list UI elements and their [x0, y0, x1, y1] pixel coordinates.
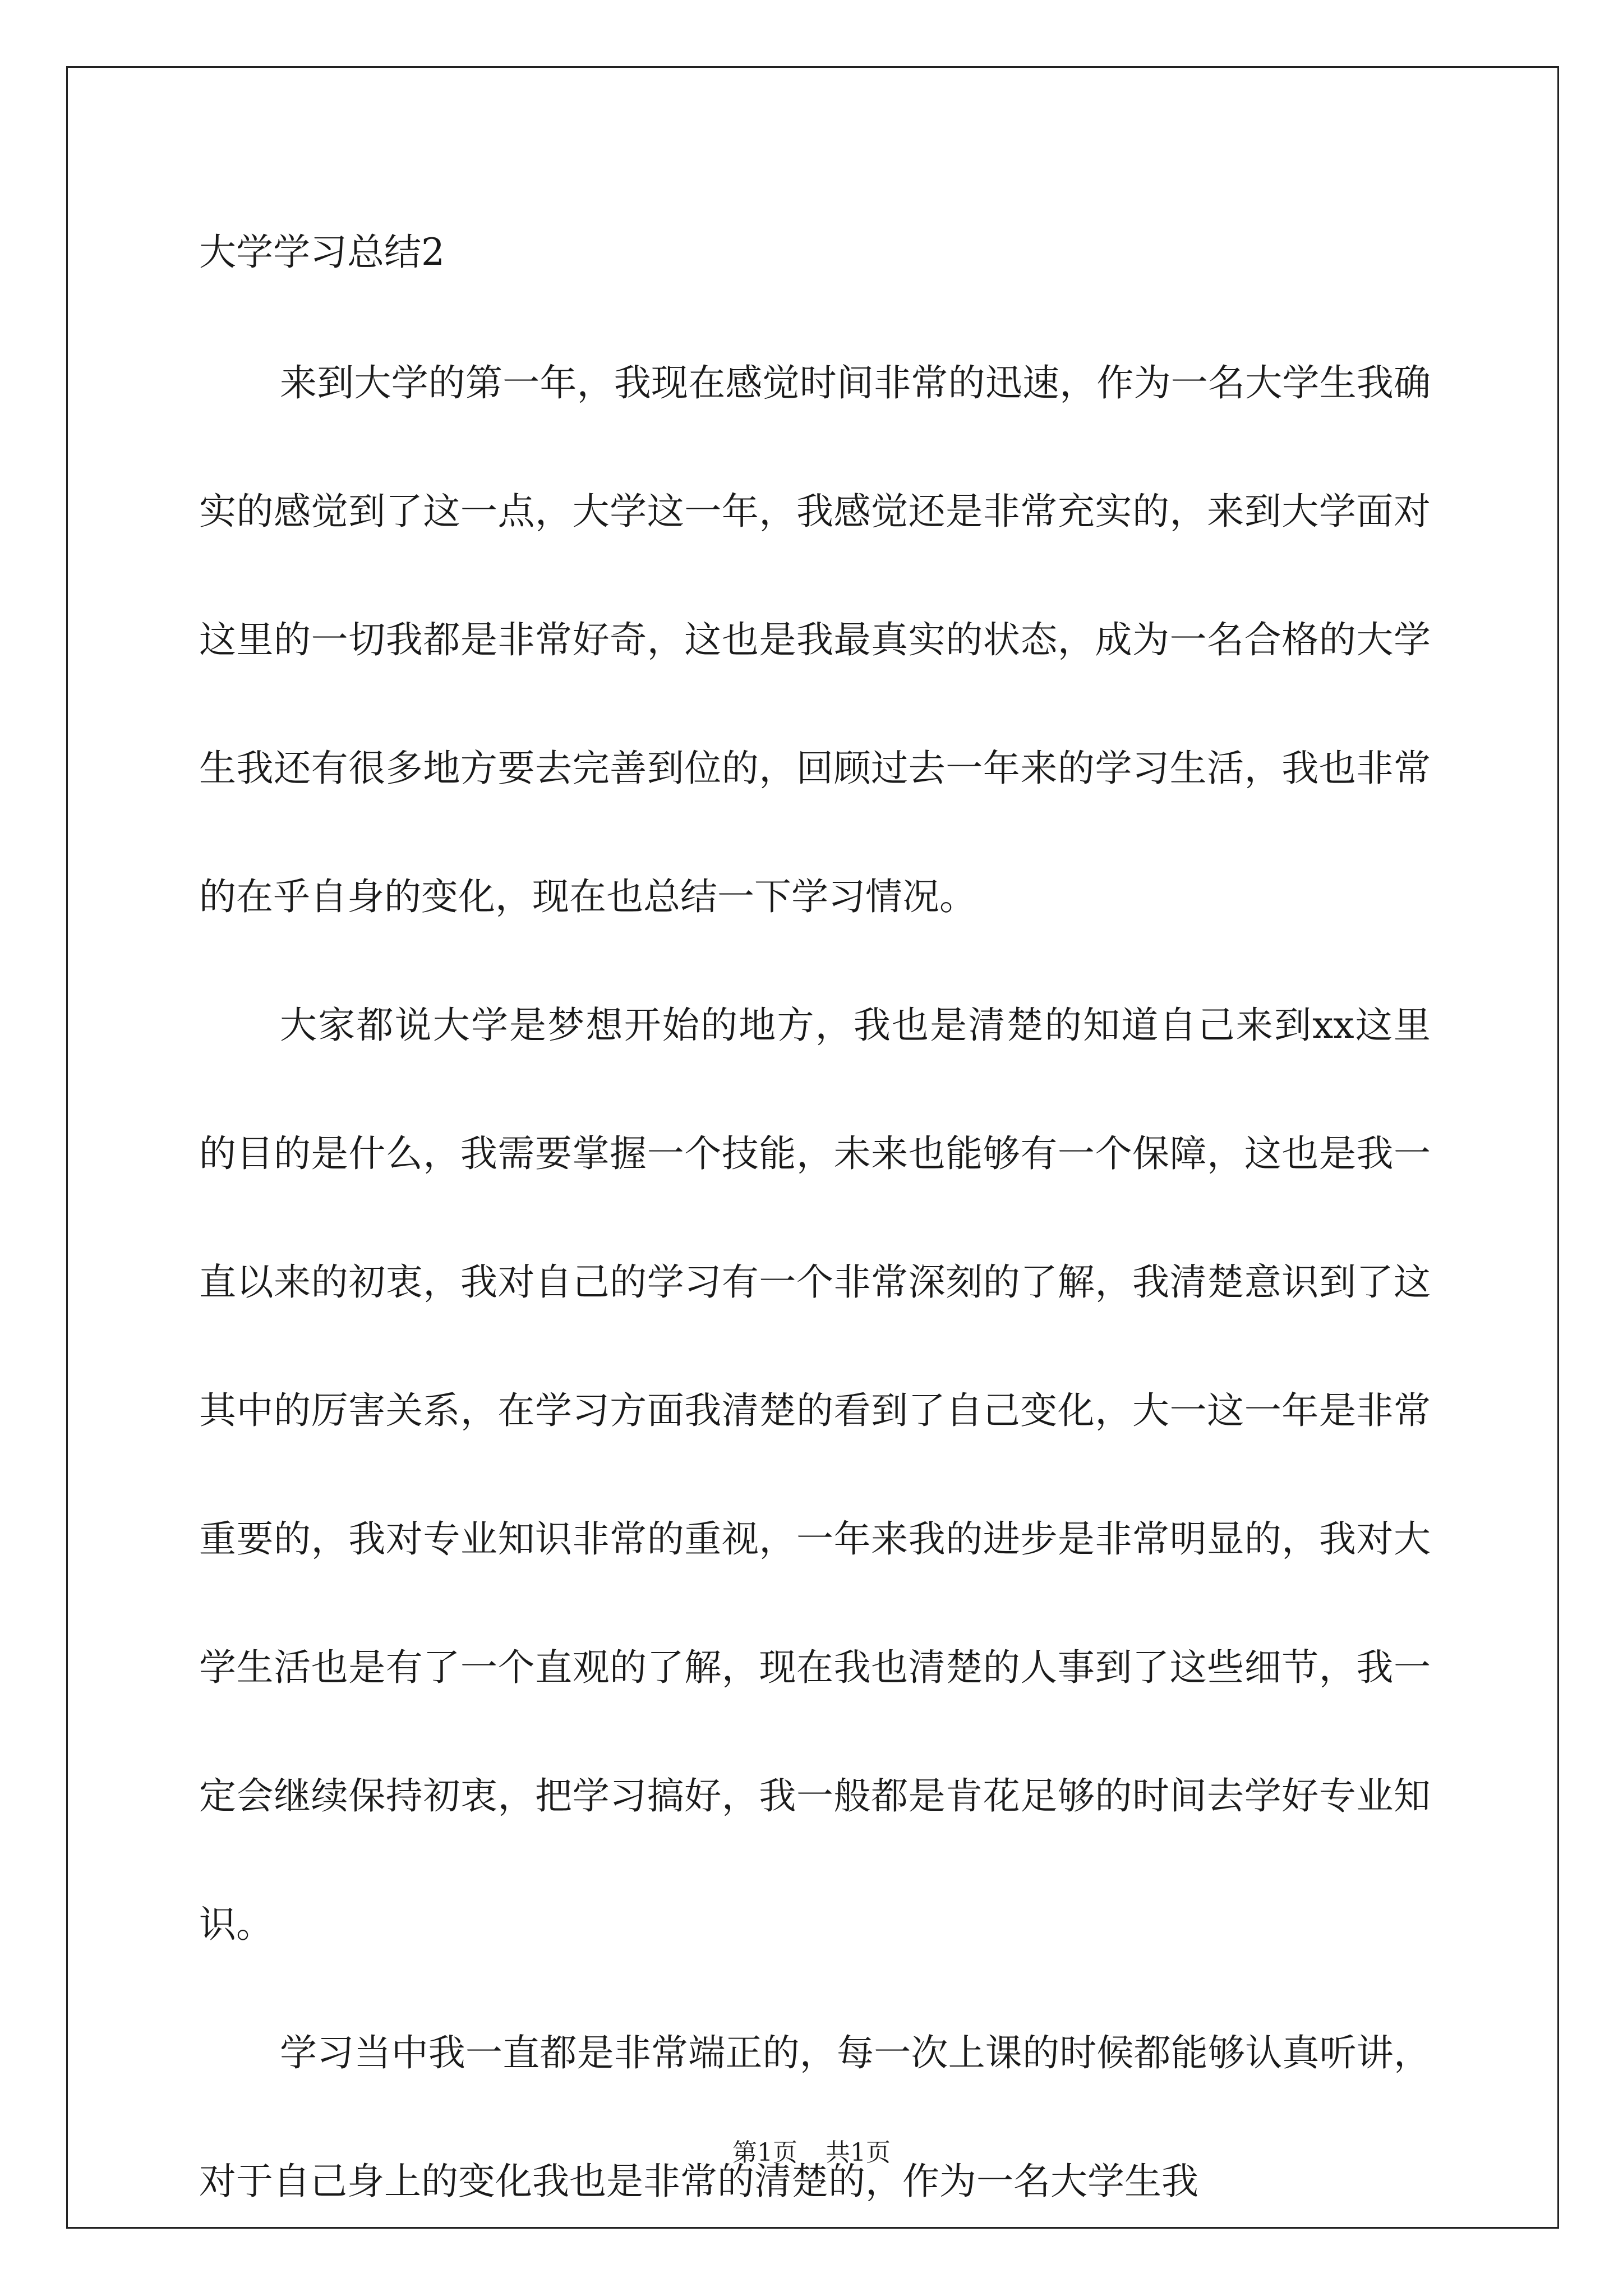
- page-number-current: 第1页: [732, 2138, 797, 2167]
- paragraph: 来到大学的第一年，我现在感觉时间非常的迅速，作为一名大学生我确实的感觉到了这一点，大学这一年，我感觉还是非常充实的，来到大学面对这里的一切我都是非常好奇，这也是我最真实的状态，成为一名合格的大学生我还有很多地方要去完善到位的，回顾过去一年来的学习生活，我也非常的在乎自身的变化，现在也总结一下学习情况。: [199, 361, 1431, 918]
- page-number-total: 共1页: [826, 2138, 891, 2167]
- document-title: 大学学习总结2: [199, 231, 445, 274]
- page-footer: [0, 2136, 1623, 2170]
- document-body: [199, 213, 1431, 2246]
- paragraph: 大家都说大学是梦想开始的地方，我也是清楚的知道自己来到xx这里的目的是什么，我需要掌握一个技能，未来也能够有一个保障，这也是我一直以来的初衷，我对自己的学习有一个非常深刻的了解，我清楚意识到了这其中的厉害关系，在学习方面我清楚的看到了自己变化，大一这一年是非常重要的，我对专业知识非常的重视，一年来我的进步是非常明显的，我对大学生活也是有了一个直观的了解，现在我也清楚的人事到了这些细节，我一定会继续保持初衷，把学习搞好，我一般都是肯花足够的时间去学好专业知识。: [199, 1004, 1431, 1946]
- paragraph: 学习当中我一直都是非常端正的，每一次上课的时候都能够认真听讲，对于自己身上的变化我也是非常的清楚的，作为一名大学生我: [199, 2031, 1431, 2203]
